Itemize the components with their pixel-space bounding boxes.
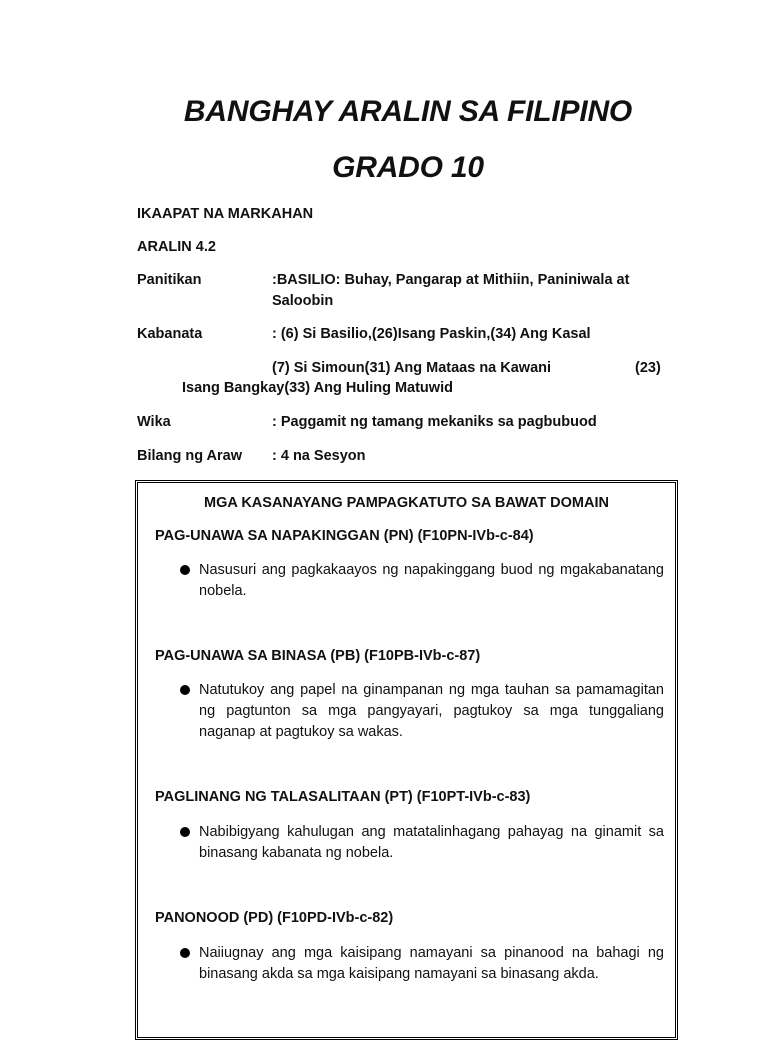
competencies-box <box>135 480 678 1040</box>
bullet-icon <box>180 565 190 575</box>
kabanata-value-line1: : (6) Si Basilio,(26)Isang Paskin,(34) Ang Kasal <box>272 326 591 342</box>
bullet-item-pd <box>180 943 664 985</box>
bullet-item-pn <box>180 560 664 602</box>
araw-label: Bilang ng Araw <box>137 448 242 464</box>
lesson-label: ARALIN 4.2 <box>137 239 216 255</box>
bullet-item-pb <box>180 680 664 743</box>
bullet-icon <box>180 948 190 958</box>
wika-label: Wika <box>137 414 171 430</box>
araw-value: : 4 na Sesyon <box>272 448 366 464</box>
panitikan-label: Panitikan <box>137 272 202 288</box>
kabanata-label: Kabanata <box>137 326 203 342</box>
bullet-text-pd: Naiiugnay ang mga kaisipang namayani sa pinanood na bahagi ng binasang akda sa mga kaisipang namayani sa binasang akda. <box>199 945 664 982</box>
bullet-text-pt: Nabibigyang kahulugan ang matatalinhagang pahayag na ginamit sa binasang kabanata ng nobela. <box>199 824 664 861</box>
quarter-label: IKAAPAT NA MARKAHAN <box>137 206 314 222</box>
wika-value: : Paggamit ng tamang mekaniks sa pagbubuod <box>272 414 597 430</box>
page-title: BANGHAY ARALIN SA FILIPINO <box>183 95 633 128</box>
grade-subtitle: GRADO 10 <box>332 151 484 184</box>
bullet-icon <box>180 827 190 837</box>
section-title-pn: PAG-UNAWA SA NAPAKINGGAN (PN) (F10PN-IVb-c-84) <box>155 528 534 544</box>
bullet-text-pb: Natutukoy ang papel na ginampanan ng mga tauhan sa pamamagitan ng pagtunton sa mga pangyayari, pagtukoy sa mga tunggaliang naganap at pagtukoy sa wakas. <box>199 682 664 740</box>
kabanata-value-line2: (7) Si Simoun(31) Ang Mataas na Kawani <box>272 360 552 376</box>
kabanata-value-line3: Isang Bangkay(33) Ang Huling Matuwid <box>182 380 453 396</box>
kabanata-value-line2-number: (23) <box>635 360 661 376</box>
bullet-text-pn: Nasusuri ang pagkakaayos ng napakinggang buod ng mgakabanatang nobela. <box>199 562 664 599</box>
panitikan-value-line1: :BASILIO: Buhay, Pangarap at Mithiin, Paniniwala at <box>272 272 630 288</box>
competencies-header: MGA KASANAYANG PAMPAGKATUTO SA BAWAT DOMAIN <box>204 495 609 511</box>
section-title-pt: PAGLINANG NG TALASALITAAN (PT) (F10PT-IVb-c-83) <box>155 789 531 805</box>
panitikan-value-line2: Saloobin <box>272 293 334 309</box>
section-title-pb: PAG-UNAWA SA BINASA (PB) (F10PB-IVb-c-87) <box>155 648 481 664</box>
bullet-item-pt <box>180 822 664 864</box>
section-title-pd: PANONOOD (PD) (F10PD-IVb-c-82) <box>155 910 394 926</box>
panitikan-value <box>272 270 662 312</box>
bullet-icon <box>180 685 190 695</box>
